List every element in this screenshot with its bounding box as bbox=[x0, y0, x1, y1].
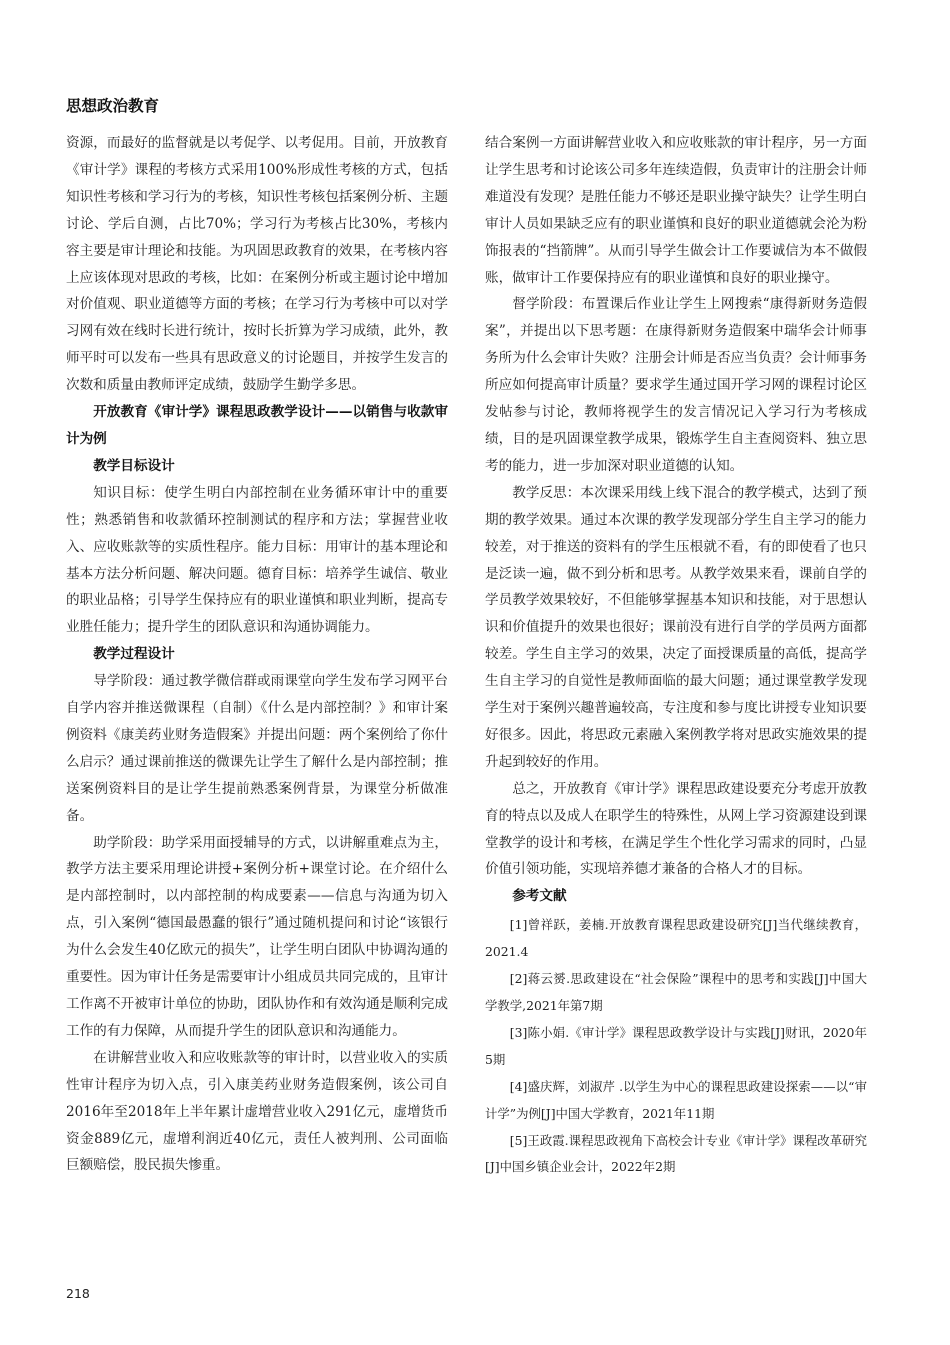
paragraph: 知识目标：使学生明白内部控制在业务循环审计中的重要性；熟悉销售和收款循环控制测试的程序和方法；掌握营业收入、应收账款等的实质性程序。能力目标：用审计的基本理论和基本方法分析问题、解决问题。德育目标：培养学生诚信、敬业的职业品格；引导学生保持应有的职业谨慎和职业判断，提高专业胜任能力；提升学生的团队意识和沟通协调能力。 bbox=[66, 484, 448, 636]
page-number: 218 bbox=[66, 1286, 90, 1301]
reference-item: [1]曾祥跃，姜楠.开放教育课程思政建设研究[J]当代继续教育，2021.4 bbox=[485, 917, 867, 960]
references-title: 参考文献 bbox=[512, 888, 567, 905]
paragraph: 总之，开放教育《审计学》课程思政建设要充分考虑开放教育的特点以及成人在职学生的特殊性，从网上学习资源建设到课堂教学的设计和考核，在满足学生个性化学习需求的同时，凸显价值引领功能，实现培养德才兼备的合格人才的目标。 bbox=[485, 780, 867, 878]
subsection-heading-process: 教学过程设计 bbox=[93, 646, 175, 663]
paragraph: 在讲解营业收入和应收账款等的审计时，以营业收入的实质性审计程序为切入点，引入康美药业财务造假案例，该公司自2016年至2018年上半年累计虚增营业收入291亿元，虚增货币资金889亿元，虚增利润近40亿元，责任人被判刑、公司面临巨额赔偿，股民损失惨重。 bbox=[66, 1049, 448, 1174]
paragraph: 资源，而最好的监督就是以考促学、以考促用。目前，开放教育《审计学》课程的考核方式采用100%形成性考核的方式，包括知识性考核和学习行为的考核，知识性考核包括案例分析、主题讨论、学后自测，占比70%；学习行为考核占比30%，考核内容主要是审计理论和技能。为巩固思政教育的效果，在考核内容上应该体现对思政的考核，比如：在案例分析或主题讨论中增加对价值观、职业道德等方面的考核；在学习行为考核中可以对学习网有效在线时长进行统计，按时长折算为学习成绩，此外，教师平时可以发布一些具有思政意义的讨论题目，并按学生发言的次数和质量由教师评定成绩，鼓励学生勤学多思。 bbox=[66, 135, 448, 394]
paragraph: 结合案例一方面讲解营业收入和应收账款的审计程序，另一方面让学生思考和讨论该公司多年连续造假，负责审计的注册会计师难道没有发现？是胜任能力不够还是职业操守缺失？让学生明白审计人员如果缺乏应有的职业谨慎和良好的职业道德就会沦为粉饰报表的“挡箭牌”。从而引导学生做会计工作要诚信为本不做假账，做审计工作要保持应有的职业谨慎和良好的职业操守。 bbox=[485, 135, 867, 286]
reference-item: [5]王政霞.课程思政视角下高校会计专业《审计学》课程改革研究[J]中国乡镇企业会计，2022年2期 bbox=[485, 1132, 867, 1175]
reference-item: [3]陈小娟.《审计学》课程思政教学设计与实践[J]财讯，2020年5期 bbox=[485, 1024, 867, 1067]
reference-item: [4]盛庆辉，刘淑芹 .以学生为中心的课程思政建设探索——以“审计学”为例[J]中国大学教育，2021年11期 bbox=[485, 1078, 867, 1121]
paragraph: 导学阶段：通过教学微信群或雨课堂向学生发布学习网平台自学内容并推送微课程（自制）《什么是内部控制？》和审计案例资料《康美药业财务造假案》并提出问题：两个案例给了你什么启示？通过课前推送的微课先让学生了解什么是内部控制；推送案例资料目的是让学生提前熟悉案例背景，为课堂分析做准备。 bbox=[66, 673, 448, 824]
paragraph: 教学反思：本次课采用线上线下混合的教学模式，达到了预期的教学效果。通过本次课的教学发现部分学生自主学习的能力较差，对于推送的资料有的学生压根就不看，有的即使看了也只是泛读一遍，做不到分析和思考。从教学效果来看，课前自学的学员教学效果较好，不但能够掌握基本知识和技能，对于思想认识和价值提升的效果也很好；课前没有进行自学的学员两方面都较差。学生自主学习的效果，决定了面授课质量的高低，提高学生自主学习的自觉性是教师面临的最大问题；通过课堂教学发现学生对于案例兴趣普遍较高，专注度和参与度比讲授专业知识要好很多。因此，将思政元素融入案例教学将对思政实施效果的提升起到较好的作用。 bbox=[485, 484, 867, 770]
section-heading: 开放教育《审计学》课程思政教学设计——以销售与收款审计为例 bbox=[66, 404, 448, 447]
right-column bbox=[485, 130, 867, 1181]
subsection-heading-goals: 教学目标设计 bbox=[93, 457, 175, 474]
journal-section-title: 思想政治教育 bbox=[66, 97, 160, 115]
reference-item: [2]蒋云赟.思政建设在“社会保险”课程中的思考和实践[J]中国大学教学,2021年第7期 bbox=[485, 971, 867, 1013]
paragraph: 助学阶段：助学采用面授辅导的方式，以讲解重难点为主，教学方法主要采用理论讲授+案例分析+课堂讨论。在介绍什么是内部控制时，以内部控制的构成要素——信息与沟通为切入点，引入案例“德国最愚蠢的银行”通过随机提问和讨论“该银行为什么会发生40亿欧元的损失”，让学生明白团队中协调沟通的重要性。因为审计任务是需要审计小组成员共同完成的，且审计工作离不开被审计单位的协助，团队协作和有效沟通是顺利完成工作的有力保障，从而提升学生的团队意识和沟通能力。 bbox=[66, 834, 448, 1039]
left-column bbox=[66, 130, 448, 1179]
paragraph: 督学阶段：布置课后作业让学生上网搜索“康得新财务造假案”，并提出以下思考题：在康得新财务造假案中瑞华会计师事务所为什么会审计失败？注册会计师是否应当负责？会计师事务所应如何提高审计质量？要求学生通过国开学习网的课程讨论区发帖参与讨论，教师将视学生的发言情况记入学习行为考核成绩，目的是巩固课堂教学成果，锻炼学生自主查阅资料、独立思考的能力，进一步加深对职业道德的认知。 bbox=[485, 296, 867, 474]
